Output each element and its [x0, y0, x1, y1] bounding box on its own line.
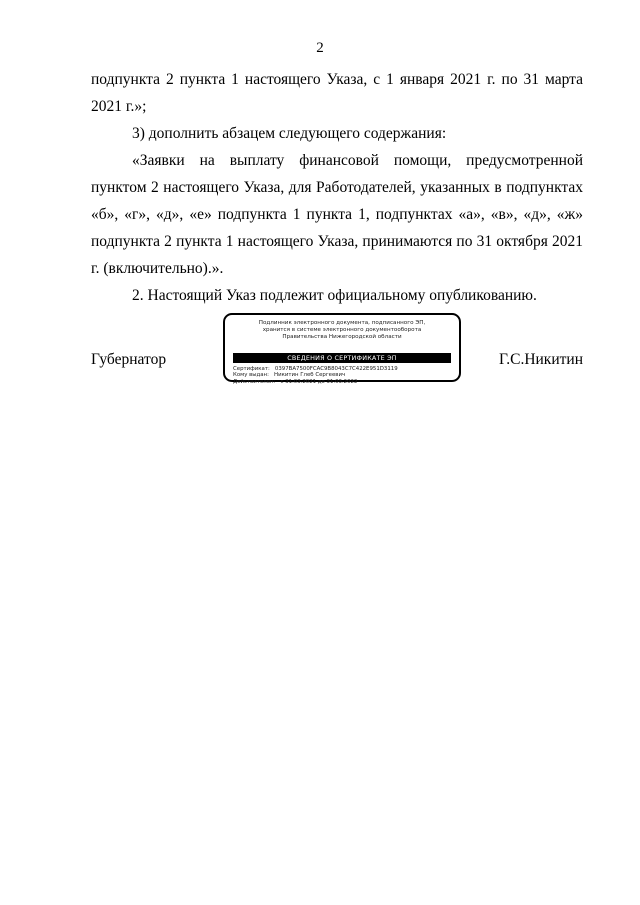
- document-body: [91, 66, 583, 309]
- paragraph-quote: «Заявки на выплату финансовой помощи, предусмотренной пунктом 2 настоящего Указа, для Работодателей, указанных в подпунктах «б», «г», «д», «е» подпункта 1 пункта 1, подпунктах «а», «в», «д», «ж» подпункта 2 пункта 1 настоящего Указа, принимаются по 31 октября 2021 г. (включительно).».: [91, 152, 583, 277]
- stamp-header-line: Подлинник электронного документа, подписанного ЭП,: [258, 320, 426, 326]
- signatory-title: Губернатор: [91, 351, 167, 368]
- stamp-valid-label: Действителен:: [233, 378, 279, 385]
- stamp-valid-value: с 31.03.2021 до 31.03.2022: [280, 378, 358, 385]
- signatory-name: Г.С.Никитин: [499, 351, 583, 368]
- stamp-issued-to-label: Кому выдан:: [233, 372, 273, 379]
- paragraph-item-2: 2. Настоящий Указ подлежит официальному опубликованию.: [132, 287, 537, 304]
- stamp-certificate-value: 0397BA7500FCAC9B8043C7C422E951D3119: [274, 366, 398, 372]
- stamp-header-line: хранится в системе электронного документооборота: [262, 327, 422, 334]
- stamp-banner: СВЕДЕНИЯ О СЕРТИФИКАТЕ ЭП: [233, 353, 451, 363]
- stamp-header-line: Правительства Нижегородской области: [282, 334, 402, 341]
- page-number: 2: [316, 40, 324, 56]
- stamp-valid-row: [233, 379, 398, 385]
- stamp-issued-to-value: Никитин Глеб Сергеевич: [274, 372, 346, 379]
- electronic-signature-stamp: [223, 313, 461, 385]
- paragraph-continuation: подпункта 2 пункта 1 настоящего Указа, с 1 января 2021 г. по 31 марта 2021 г.»;: [91, 71, 583, 115]
- paragraph-item-3: 3) дополнить абзацем следующего содержания:: [132, 125, 447, 142]
- stamp-details: [233, 366, 398, 385]
- stamp-certificate-label: Сертификат:: [233, 366, 274, 372]
- stamp-header: [225, 320, 459, 342]
